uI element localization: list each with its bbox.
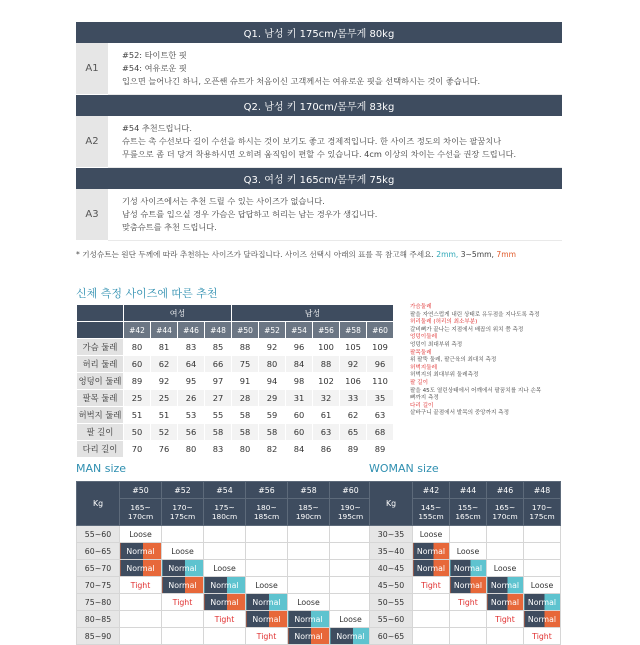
measure-row	[77, 441, 394, 458]
size-row	[77, 594, 372, 611]
size-number: #54	[204, 482, 246, 499]
measure-value: 110	[367, 373, 394, 390]
size-row	[77, 577, 372, 594]
legend-desc: 샅바구니 끝점에서 발목의 중앙까지 측정	[410, 410, 509, 417]
height-from: 155~	[457, 503, 479, 512]
measure-value: 58	[232, 407, 259, 424]
fit-cell: Normal	[120, 560, 162, 577]
measure-value: 100	[313, 339, 340, 356]
height-header-row	[77, 499, 372, 526]
measure-value: 56	[178, 424, 205, 441]
measure-value: 91	[232, 373, 259, 390]
height-from: 165~	[494, 503, 516, 512]
measure-label: 가슴 둘레	[77, 339, 124, 356]
fit-cell	[450, 611, 487, 628]
size-row	[370, 526, 561, 543]
kg-range: 55~60	[370, 611, 413, 628]
measure-value: 88	[313, 356, 340, 373]
fit-cell: Normal	[204, 577, 246, 594]
legend-title: 팔 길이	[410, 379, 428, 386]
corner-cell	[77, 305, 124, 322]
measure-value: 51	[151, 407, 178, 424]
measure-value: 25	[151, 390, 178, 407]
size-number: #44	[450, 482, 487, 499]
fit-cell: Normal	[288, 628, 330, 645]
size-number: #48	[524, 482, 561, 499]
fit-cell	[487, 543, 524, 560]
measure-value: 80	[178, 441, 205, 458]
measure-value: 84	[286, 356, 313, 373]
measure-value: 75	[232, 356, 259, 373]
fit-cell	[524, 560, 561, 577]
height-from: 145~	[420, 503, 442, 512]
legend-desc: 팔을 45도 열린상태에서 어깨에서 팔꿈치를 지나 손목	[410, 387, 542, 394]
fit-cell	[524, 543, 561, 560]
fit-cell	[330, 577, 372, 594]
measure-value: 25	[124, 390, 151, 407]
fit-cell	[487, 628, 524, 645]
size-row	[370, 611, 561, 628]
fit-cell: Normal	[524, 594, 561, 611]
size-header: #42	[124, 322, 151, 339]
size-row	[370, 543, 561, 560]
kg-range: 75~80	[77, 594, 120, 611]
fit-cell: Normal	[413, 543, 450, 560]
measure-row	[77, 373, 394, 390]
height-to: 155cm	[418, 512, 444, 521]
thickness-note	[76, 249, 516, 260]
measure-title: 신체 측정 사이즈에 따른 추천	[76, 287, 218, 300]
measure-value: 26	[178, 390, 205, 407]
size-row	[77, 543, 372, 560]
faq-answer-1	[108, 43, 562, 95]
corner-cell	[77, 322, 124, 339]
fit-cell: Loose	[413, 526, 450, 543]
height-range	[120, 499, 162, 526]
faq-question-1: Q1. 남성 키 175cm/몸무게 80kg	[76, 22, 562, 43]
kg-range: 60~65	[370, 628, 413, 645]
fit-cell: Tight	[487, 611, 524, 628]
measure-value: 59	[259, 407, 286, 424]
fit-cell: Normal	[204, 594, 246, 611]
size-header: #56	[313, 322, 340, 339]
height-to: 195cm	[337, 512, 364, 521]
fit-cell	[288, 560, 330, 577]
measure-row	[77, 339, 394, 356]
measure-value: 96	[367, 356, 394, 373]
size-header: #52	[259, 322, 286, 339]
measure-row	[77, 424, 394, 441]
size-header: #44	[151, 322, 178, 339]
size-header-row	[77, 482, 372, 499]
answer-line: 기성 사이즈에서는 추천 드릴 수 있는 사이즈가 없습니다.	[122, 196, 325, 206]
fit-cell	[524, 526, 561, 543]
measure-value: 52	[151, 424, 178, 441]
measure-value: 63	[313, 424, 340, 441]
measure-value: 55	[205, 407, 232, 424]
height-to: 170cm	[492, 512, 518, 521]
fit-cell: Normal	[162, 560, 204, 577]
male-header: 남성	[232, 305, 394, 322]
fit-cell: Normal	[524, 611, 561, 628]
fit-cell: Normal	[450, 560, 487, 577]
measure-label: 허리 둘레	[77, 356, 124, 373]
faq-answer-label-1: A1	[76, 43, 108, 95]
fit-cell	[204, 628, 246, 645]
fit-cell: Loose	[246, 577, 288, 594]
measure-row	[77, 390, 394, 407]
faq-question-2: Q2. 남성 키 170cm/몸무게 83kg	[76, 95, 562, 117]
kg-range: 45~50	[370, 577, 413, 594]
fit-cell	[487, 526, 524, 543]
fit-cell	[450, 526, 487, 543]
woman-size-table	[369, 481, 561, 645]
fit-cell: Normal	[487, 594, 524, 611]
faq-answer-3	[108, 189, 562, 241]
fit-cell	[120, 594, 162, 611]
measure-value: 64	[178, 356, 205, 373]
measure-value: 60	[286, 424, 313, 441]
height-from: 170~	[531, 503, 553, 512]
height-range	[204, 499, 246, 526]
size-header: #58	[340, 322, 367, 339]
kg-header: Kg	[77, 482, 120, 526]
fit-cell	[330, 526, 372, 543]
size-header: #48	[205, 322, 232, 339]
fit-cell	[246, 526, 288, 543]
answer-line: 입으면 늘어나긴 하니, 오픈쌘 슈트가 처음이신 고객께서는 여유로운 핏을 선택하시는 것이 좋습니다.	[122, 76, 481, 86]
measure-value: 96	[286, 339, 313, 356]
fit-cell	[162, 611, 204, 628]
measure-value: 105	[340, 339, 367, 356]
fit-cell: Normal	[330, 628, 372, 645]
height-range	[246, 499, 288, 526]
measure-value: 82	[259, 441, 286, 458]
fit-cell	[413, 594, 450, 611]
size-number: #42	[413, 482, 450, 499]
measure-value: 84	[286, 441, 313, 458]
measure-value: 95	[178, 373, 205, 390]
kg-range: 80~85	[77, 611, 120, 628]
legend-desc: 허벅지의 최대부위 둘레측정	[410, 372, 479, 379]
measure-label: 팔 길이	[77, 424, 124, 441]
measure-value: 83	[205, 441, 232, 458]
height-to: 180cm	[211, 512, 238, 521]
size-row	[77, 560, 372, 577]
man-size-title: MAN size	[76, 462, 127, 475]
measure-value: 58	[205, 424, 232, 441]
legend-desc: 위 팔뚝 둘레, 팔근육의 최대치 측정	[410, 357, 497, 364]
legend-title: 엉덩이둘레	[410, 334, 438, 341]
measure-legend	[410, 304, 610, 418]
faq-answer-2	[108, 116, 562, 168]
measure-value: 35	[367, 390, 394, 407]
faq-table	[76, 22, 562, 241]
fit-cell: Loose	[162, 543, 204, 560]
female-header: 여성	[124, 305, 232, 322]
fit-cell	[204, 543, 246, 560]
measure-value: 89	[340, 441, 367, 458]
height-range	[524, 499, 561, 526]
measure-value: 85	[205, 339, 232, 356]
fit-cell: Loose	[204, 560, 246, 577]
measure-value: 89	[124, 373, 151, 390]
size-number: #58	[288, 482, 330, 499]
kg-header: Kg	[370, 482, 413, 526]
legend-desc: 엉덩이 최대부위 측정	[410, 341, 463, 348]
height-range	[288, 499, 330, 526]
fit-cell	[288, 577, 330, 594]
measure-value: 76	[151, 441, 178, 458]
size-header: #46	[178, 322, 205, 339]
size-row	[77, 611, 372, 628]
fit-cell	[162, 628, 204, 645]
fit-cell: Normal	[162, 577, 204, 594]
measure-value: 61	[313, 407, 340, 424]
kg-range: 30~35	[370, 526, 413, 543]
height-range	[487, 499, 524, 526]
measure-value: 98	[286, 373, 313, 390]
measure-value: 92	[259, 339, 286, 356]
measure-value: 70	[124, 441, 151, 458]
kg-range: 60~65	[77, 543, 120, 560]
fit-cell	[413, 611, 450, 628]
measure-value: 83	[178, 339, 205, 356]
height-from: 180~	[256, 503, 277, 512]
measure-value: 86	[313, 441, 340, 458]
measure-value: 92	[340, 356, 367, 373]
legend-desc: 갈비뼈가 끝나는 지점에서 배꼽의 위치 쯤 측정	[410, 326, 524, 333]
measure-value: 33	[340, 390, 367, 407]
size-row	[370, 577, 561, 594]
measure-label: 허벅지 둘레	[77, 407, 124, 424]
measure-value: 62	[340, 407, 367, 424]
measure-value: 60	[124, 356, 151, 373]
woman-size-title: WOMAN size	[369, 462, 439, 475]
faq-answer-label-3: A3	[76, 189, 108, 241]
fit-cell: Tight	[524, 628, 561, 645]
measure-value: 58	[232, 424, 259, 441]
fit-cell: Loose	[524, 577, 561, 594]
measure-value: 53	[178, 407, 205, 424]
fit-cell: Normal	[487, 577, 524, 594]
height-to: 175cm	[169, 512, 196, 521]
height-to: 190cm	[295, 512, 322, 521]
size-header: #50	[232, 322, 259, 339]
answer-line: #52: 타이트한 핏	[122, 50, 187, 60]
fit-cell: Normal	[120, 543, 162, 560]
legend-title: 허리둘레 (허리의 최소부분)	[410, 319, 478, 326]
fit-cell: Tight	[120, 577, 162, 594]
fit-cell	[162, 526, 204, 543]
height-range	[330, 499, 372, 526]
kg-range: 85~90	[77, 628, 120, 645]
fit-cell: Normal	[246, 594, 288, 611]
legend-desc: 뼈까지 측정	[410, 395, 439, 402]
height-from: 170~	[172, 503, 193, 512]
measure-label: 팔목 둘레	[77, 390, 124, 407]
answer-line: #54 추천드립니다.	[122, 123, 192, 133]
answer-line: 맞춤슈트를 추천 드립니다.	[122, 222, 217, 232]
measure-value: 80	[124, 339, 151, 356]
kg-range: 65~70	[77, 560, 120, 577]
fit-cell: Tight	[450, 594, 487, 611]
height-range	[413, 499, 450, 526]
measure-value: 102	[313, 373, 340, 390]
fit-cell: Tight	[246, 628, 288, 645]
measure-value: 31	[286, 390, 313, 407]
fit-cell	[330, 543, 372, 560]
fit-cell: Normal	[450, 577, 487, 594]
height-from: 185~	[298, 503, 319, 512]
measure-value: 29	[259, 390, 286, 407]
kg-range: 35~40	[370, 543, 413, 560]
height-from: 190~	[340, 503, 361, 512]
fit-cell: Loose	[120, 526, 162, 543]
note-thin: 2mm,	[436, 250, 459, 259]
height-to: 165cm	[455, 512, 481, 521]
measure-value: 28	[232, 390, 259, 407]
fit-cell	[450, 628, 487, 645]
fit-cell	[246, 543, 288, 560]
answer-line: 무릎으로 좀 더 당겨 착용하시면 오히려 움직임이 편할 수 있습니다. 4cm 이상의 차이는 수선을 권장 드립니다.	[122, 149, 517, 159]
measure-value: 32	[313, 390, 340, 407]
measure-label: 엉덩이 둘레	[77, 373, 124, 390]
kg-range: 50~55	[370, 594, 413, 611]
answer-line: 슈트는 촉 수선보다 길이 수선을 하시는 것이 보기도 좋고 경제적입니다. 한 사이즈 정도의 차이는 팔꿈치나	[122, 136, 502, 146]
size-row	[77, 526, 372, 543]
measure-value: 63	[367, 407, 394, 424]
measure-value: 92	[151, 373, 178, 390]
fit-cell: Loose	[330, 611, 372, 628]
fit-cell: Loose	[487, 560, 524, 577]
measure-value: 97	[205, 373, 232, 390]
measure-value: 51	[124, 407, 151, 424]
size-number: #56	[246, 482, 288, 499]
fit-cell	[288, 526, 330, 543]
measure-value: 80	[232, 441, 259, 458]
measure-value: 80	[259, 356, 286, 373]
measure-value: 81	[151, 339, 178, 356]
fit-cell	[413, 628, 450, 645]
legend-title: 가슴둘레	[410, 304, 432, 310]
fit-cell: Loose	[450, 543, 487, 560]
height-from: 175~	[214, 503, 235, 512]
fit-cell: Loose	[288, 594, 330, 611]
fit-cell: Normal	[288, 611, 330, 628]
faq-answer-label-2: A2	[76, 116, 108, 168]
fit-cell: Tight	[204, 611, 246, 628]
size-row	[370, 594, 561, 611]
size-row	[370, 560, 561, 577]
fit-cell	[204, 526, 246, 543]
measure-value: 106	[340, 373, 367, 390]
fit-cell	[120, 611, 162, 628]
fit-cell	[120, 628, 162, 645]
height-to: 185cm	[253, 512, 280, 521]
height-to: 170cm	[127, 512, 154, 521]
measure-value: 94	[259, 373, 286, 390]
fit-cell	[330, 560, 372, 577]
measure-value: 62	[151, 356, 178, 373]
measure-value: 68	[367, 424, 394, 441]
fit-cell	[330, 594, 372, 611]
kg-range: 40~45	[370, 560, 413, 577]
measure-value: 66	[205, 356, 232, 373]
measure-value: 109	[367, 339, 394, 356]
note-text: * 기성슈트는 원단 두께에 따라 추천하는 사이즈가 달라집니다. 사이즈 선택시 아래의 표를 꼭 참고해 주세요.	[76, 250, 434, 259]
legend-desc: 팔을 자연스럽게 내린 상태로 유두점을 지나도록 측정	[410, 311, 540, 318]
fit-cell	[246, 560, 288, 577]
size-row	[370, 628, 561, 645]
kg-range: 55~60	[77, 526, 120, 543]
fit-cell: Normal	[246, 611, 288, 628]
fit-cell	[288, 543, 330, 560]
fit-cell: Normal	[413, 560, 450, 577]
legend-title: 허벅지둘레	[410, 364, 438, 371]
legend-title: 팔목둘레	[410, 349, 432, 356]
height-range	[450, 499, 487, 526]
man-size-table	[76, 481, 372, 645]
measure-value: 89	[367, 441, 394, 458]
height-range	[162, 499, 204, 526]
legend-title: 다리 길이	[410, 402, 434, 409]
note-thick: 7mm	[493, 250, 517, 259]
fit-cell: Tight	[162, 594, 204, 611]
size-header: #60	[367, 322, 394, 339]
size-number: #50	[120, 482, 162, 499]
measure-value: 60	[286, 407, 313, 424]
measure-value: 88	[232, 339, 259, 356]
answer-line: #54: 여유로운 핏	[122, 63, 187, 73]
size-number: #52	[162, 482, 204, 499]
height-from: 165~	[130, 503, 151, 512]
answer-line: 남성 슈트를 입으실 경우 가슴은 답답하고 허리는 남는 경우가 생깁니다.	[122, 209, 378, 219]
size-number: #46	[487, 482, 524, 499]
measure-label: 다리 길이	[77, 441, 124, 458]
faq-question-3: Q3. 여성 키 165cm/몸무게 75kg	[76, 168, 562, 190]
size-header: #54	[286, 322, 313, 339]
measure-value: 58	[259, 424, 286, 441]
measure-value: 50	[124, 424, 151, 441]
measure-row	[77, 356, 394, 373]
height-to: 175cm	[529, 512, 555, 521]
measure-row	[77, 407, 394, 424]
note-medium: 3~5mm,	[458, 250, 494, 259]
fit-cell: Tight	[413, 577, 450, 594]
measure-value: 27	[205, 390, 232, 407]
size-number: #60	[330, 482, 372, 499]
measure-value: 65	[340, 424, 367, 441]
measurement-table	[76, 304, 394, 458]
kg-range: 70~75	[77, 577, 120, 594]
size-header-row	[370, 482, 561, 499]
size-row	[77, 628, 372, 645]
